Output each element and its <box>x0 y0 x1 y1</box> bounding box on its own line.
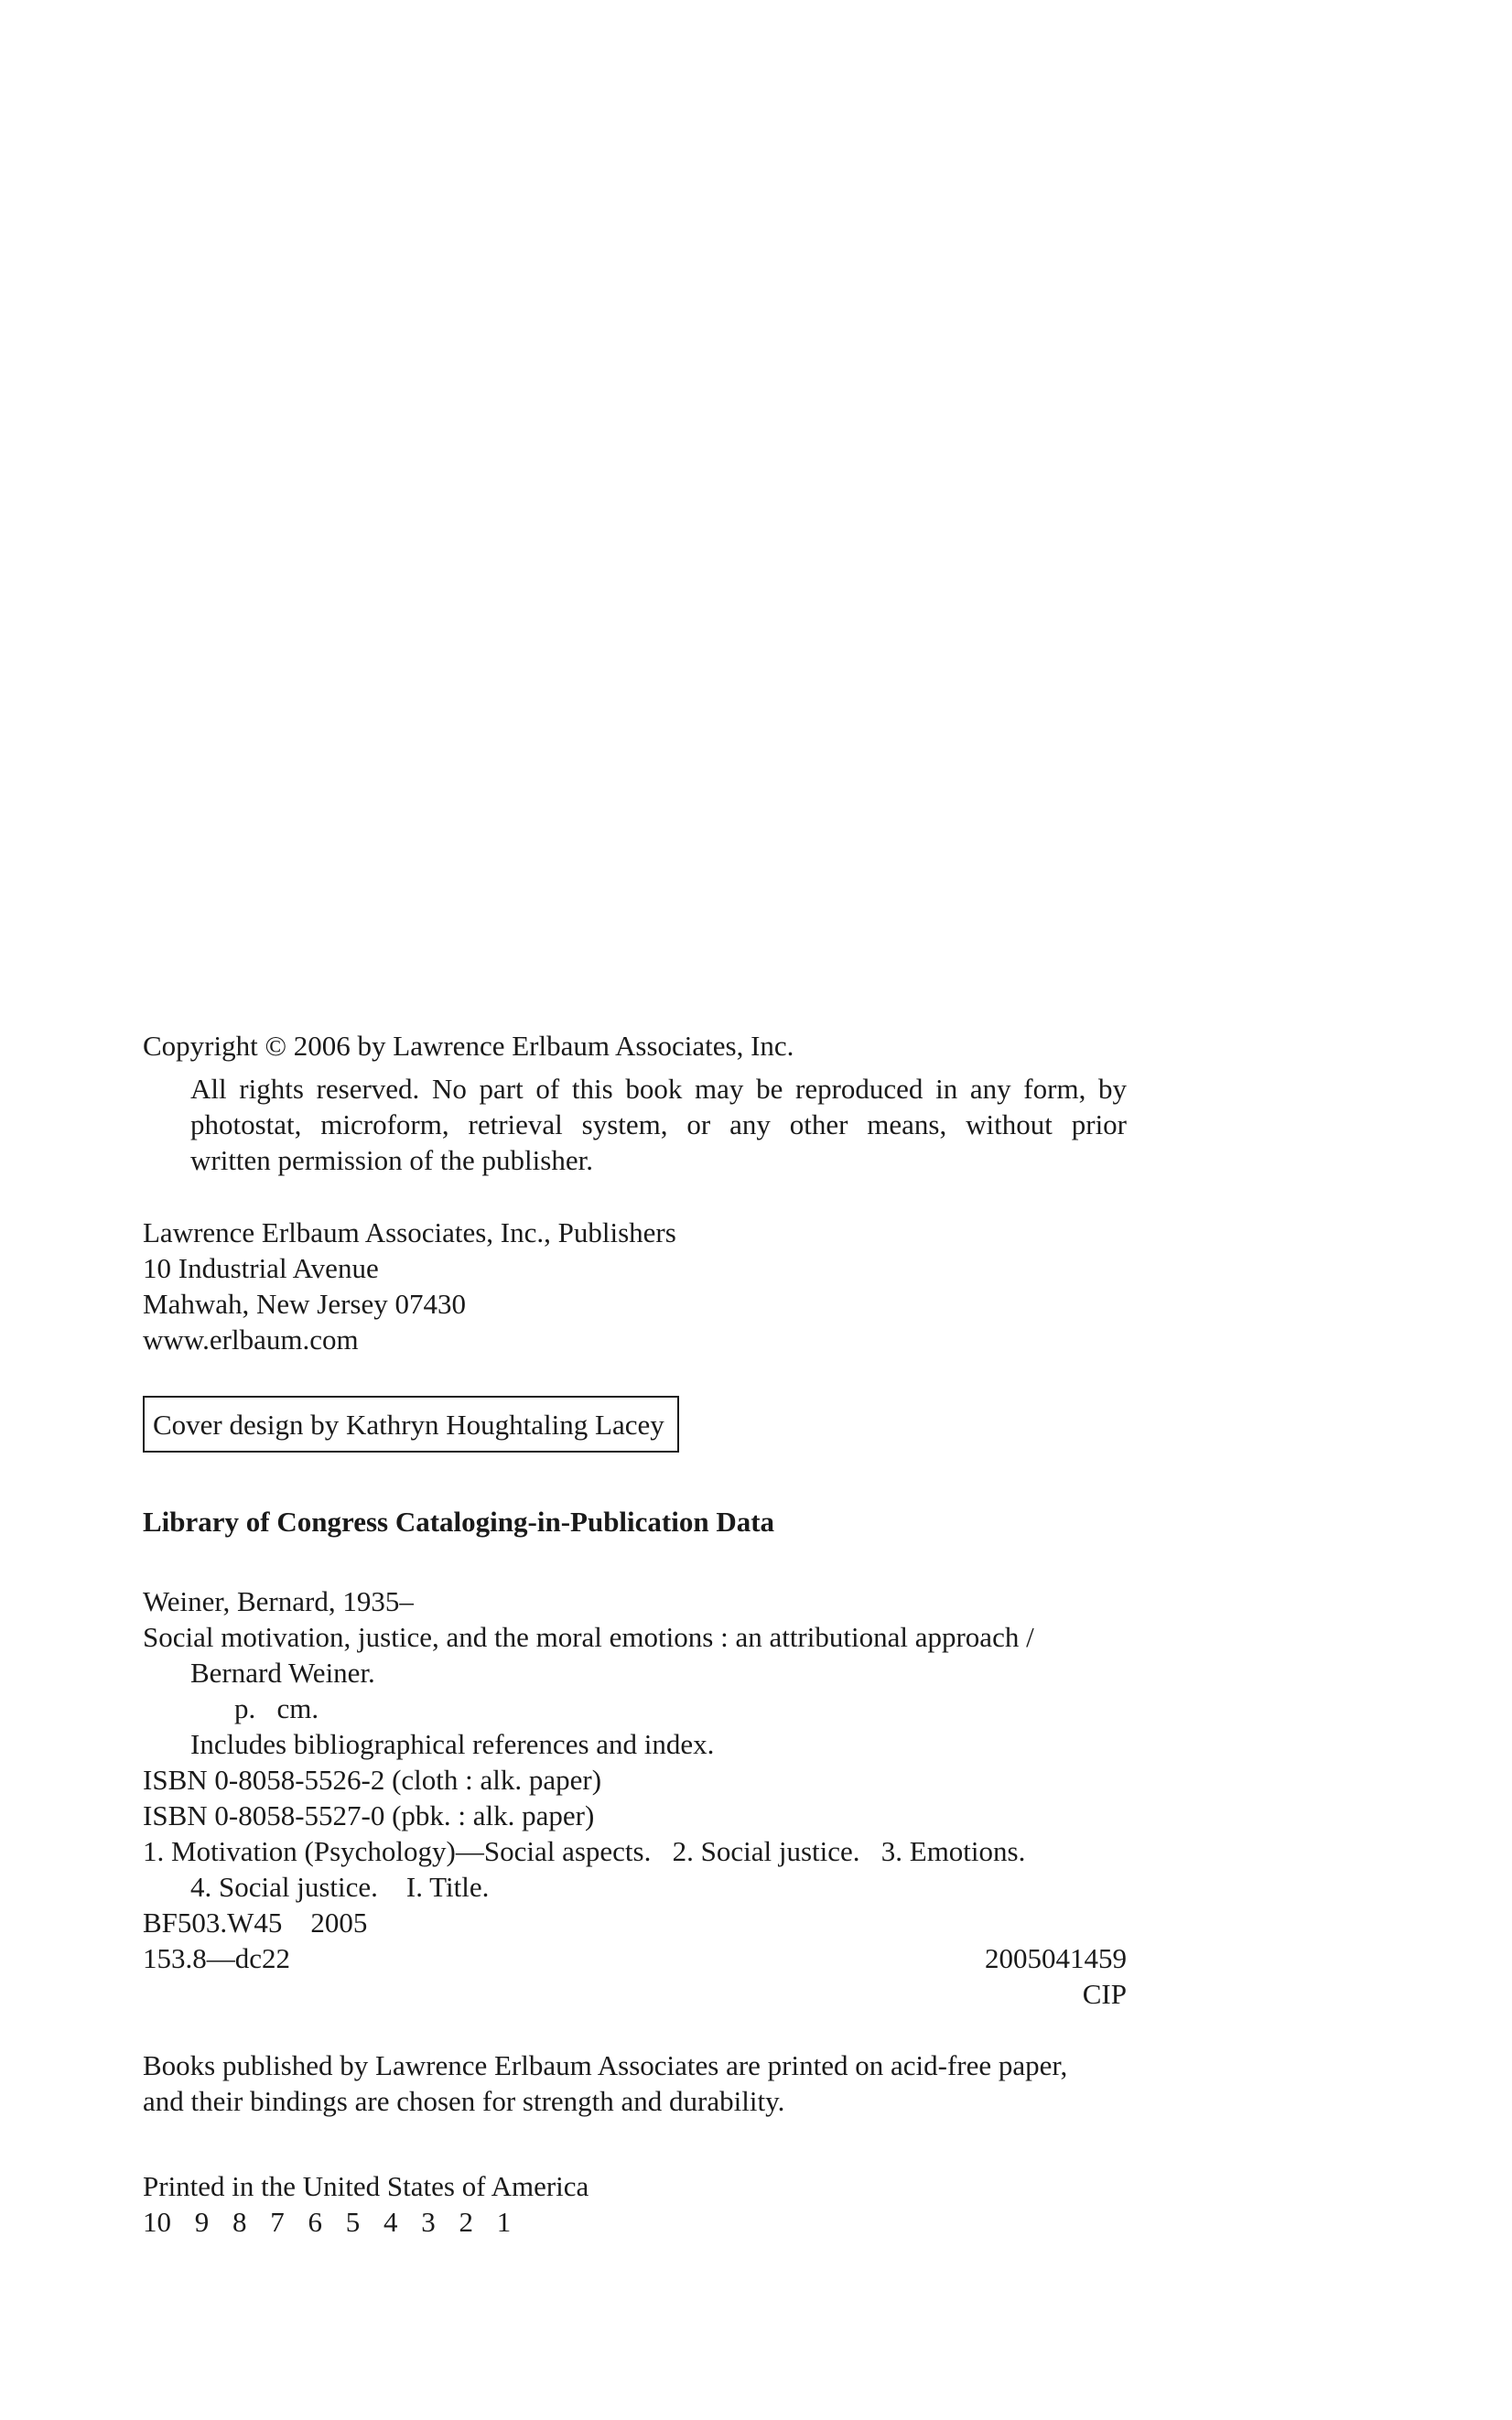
print-run-numbers: 10 9 8 7 6 5 4 3 2 1 <box>143 2206 512 2238</box>
cip-subjects-line-1: 1. Motivation (Psychology)—Social aspects. 2. Social justice. 3. Emotions. <box>143 1835 1026 1867</box>
paper-note-line-2: and their bindings are chosen for strength and durability. <box>143 2085 785 2117</box>
cover-credit-box <box>143 1396 679 1453</box>
cip-dewey: 153.8—dc22 <box>143 1942 291 1974</box>
cover-credit: Cover design by Kathryn Houghtaling Lacey <box>153 1408 664 1441</box>
cip-author: Weiner, Bernard, 1935– <box>143 1585 414 1617</box>
publisher-street: 10 Industrial Avenue <box>143 1252 379 1284</box>
cip-title-line-1: Social motivation, justice, and the moral emotions : an attributional approach / <box>143 1621 1034 1653</box>
copyright-section <box>143 1028 1127 1178</box>
cip-isbn-pbk: ISBN 0-8058-5527-0 (pbk. : alk. paper) <box>143 1799 595 1831</box>
cip-lccn: 2005041459 <box>985 1942 1127 1974</box>
paper-note <box>143 2047 1127 2119</box>
cip-heading-block <box>143 1504 1127 1540</box>
paper-note-line-1: Books published by Lawrence Erlbaum Associates are printed on acid-free paper, <box>143 2049 1068 2081</box>
cip-label: CIP <box>1082 1978 1127 2010</box>
cip-subjects-line-2: 4. Social justice. I. Title. <box>190 1871 490 1903</box>
printed-in: Printed in the United States of America <box>143 2170 589 2202</box>
copyright-line: Copyright © 2006 by Lawrence Erlbaum Associates, Inc. <box>143 1030 794 1062</box>
printing-info <box>143 2168 1127 2240</box>
cip-physical: p. cm. <box>234 1692 319 1724</box>
cip-heading: Library of Congress Cataloging-in-Publication Data <box>143 1506 775 1538</box>
rights-line-3: written permission of the publisher. <box>190 1144 593 1176</box>
publisher-address <box>143 1215 1127 1357</box>
cip-dewey-row <box>143 1940 1127 1976</box>
rights-line-2: photostat, microform, retrieval system, or any other means, without prior <box>190 1108 1127 1140</box>
cip-title-line-2: Bernard Weiner. <box>190 1657 375 1689</box>
publisher-city: Mahwah, New Jersey 07430 <box>143 1288 466 1320</box>
rights-line-1: All rights reserved. No part of this book may be reproduced in any form, by <box>190 1073 1127 1105</box>
cip-isbn-cloth: ISBN 0-8058-5526-2 (cloth : alk. paper) <box>143 1764 602 1796</box>
cip-record <box>143 1583 1127 2012</box>
cip-notes: Includes bibliographical references and index. <box>190 1728 715 1760</box>
cip-lc-class: BF503.W45 2005 <box>143 1907 368 1939</box>
publisher-name: Lawrence Erlbaum Associates, Inc., Publishers <box>143 1216 676 1248</box>
publisher-website: www.erlbaum.com <box>143 1323 359 1356</box>
